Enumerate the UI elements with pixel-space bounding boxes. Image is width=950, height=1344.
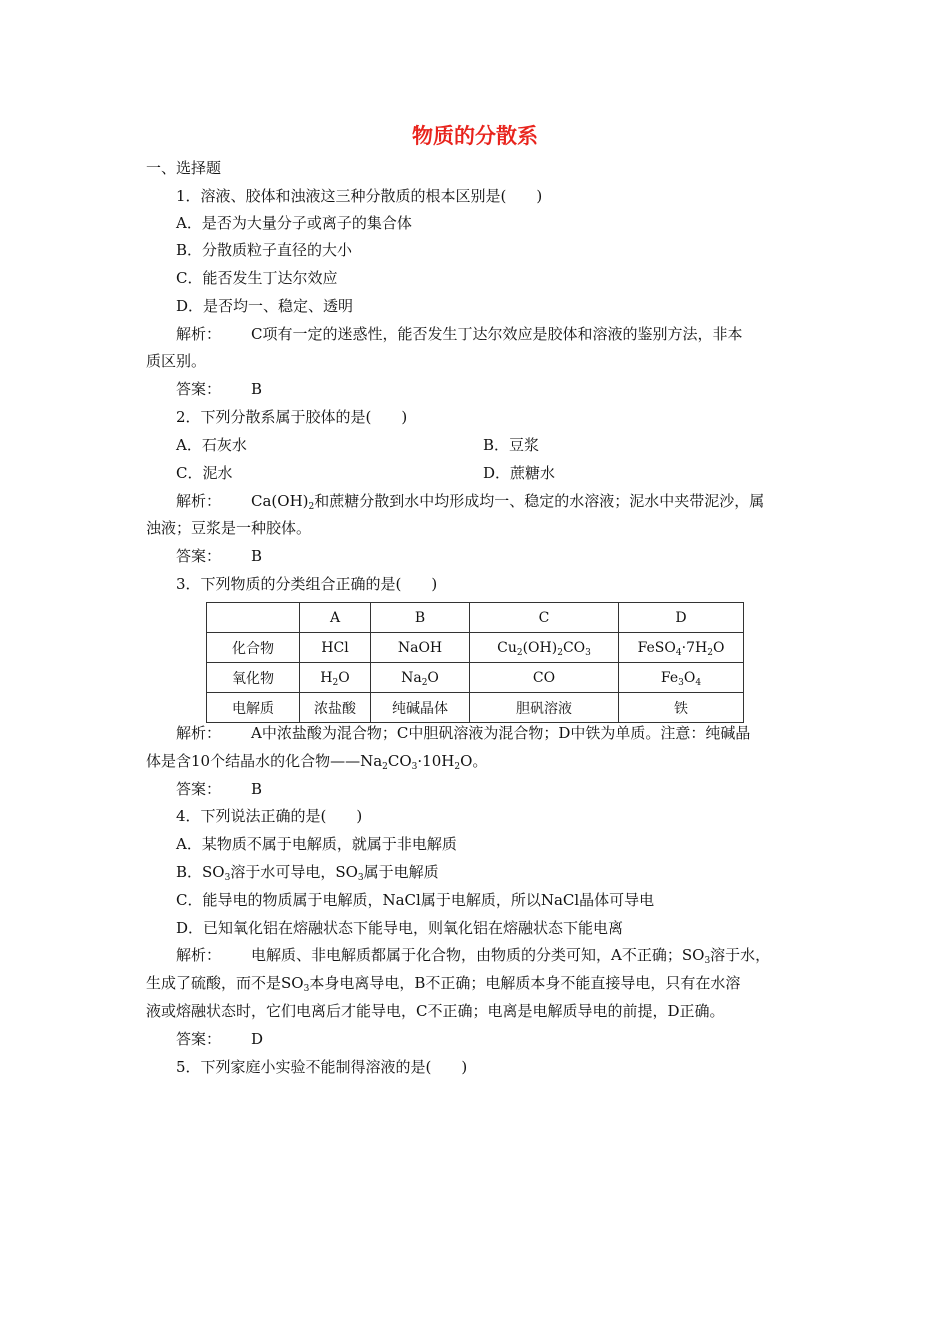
table-cell: $FeSO_4\cdot 7H_2O$ <box>619 633 744 663</box>
table-header-blank <box>207 603 300 633</box>
q1-answer-value: B <box>251 380 263 398</box>
q4-option-c: C．能导电的物质属于电解质，NaCl属于电解质，所以NaCl晶体可导电 <box>176 891 655 909</box>
q2-option-d: D．蔗糖水 <box>483 464 556 482</box>
q1-option-b: B．分散质粒子直径的大小 <box>176 241 353 259</box>
q1-analysis-cont: 质区别。 <box>146 352 207 370</box>
q1-analysis <box>176 324 743 344</box>
table-cell: $Na_2O$ <box>371 663 470 693</box>
table-cell: 浓盐酸 <box>300 693 371 723</box>
table-cell: 铁 <box>619 693 744 723</box>
answer-label: 答案： <box>176 380 222 398</box>
answer-label: 答案： <box>176 1030 222 1048</box>
q2-answer <box>176 546 262 566</box>
q1-analysis-text: C项有一定的迷惑性，能否发生丁达尔效应是胶体和溶液的鉴别方法，非本 <box>251 325 743 343</box>
table-cell: $Fe_3O_4$ <box>619 663 744 693</box>
page-title: 物质的分散系 <box>412 124 538 148</box>
analysis-label: 解析： <box>176 724 222 742</box>
q4-option-a: A．某物质不属于电解质，就属于非电解质 <box>176 835 457 853</box>
table-row <box>207 693 744 723</box>
q2-stem: 2．下列分散系属于胶体的是( ) <box>176 408 408 426</box>
table-cell: NaOH <box>371 633 470 663</box>
q2-option-a: A．石灰水 <box>176 436 247 454</box>
section-heading: 一、选择题 <box>146 159 222 177</box>
q3-stem: 3．下列物质的分类组合正确的是( ) <box>176 575 438 593</box>
q4-option-d: D．已知氧化铝在熔融状态下能导电，则氧化铝在熔融状态下能电离 <box>176 919 624 937</box>
table-cell: 胆矾溶液 <box>470 693 619 723</box>
q1-answer <box>176 379 262 399</box>
q4-answer-value: D <box>251 1030 264 1048</box>
q2-analysis-text: 和蔗糖分散到水中均形成均一、稳定的水溶液；泥水中夹带泥沙，属 <box>314 492 765 510</box>
q1-option-a: A．是否为大量分子或离子的集合体 <box>176 214 412 232</box>
q2-analysis-cont: 浊液；豆浆是一种胶体。 <box>146 519 312 537</box>
table-row <box>207 633 744 663</box>
q1-option-c: C．能否发生丁达尔效应 <box>176 269 338 287</box>
table-cell: HCl <box>300 633 371 663</box>
q2-answer-value: B <box>251 547 263 565</box>
analysis-label: 解析： <box>176 946 222 964</box>
q4-analysis: 解析： 电解质、非电解质都属于化合物，由物质的分类可知，A不正确；$SO_3$溶于水， <box>176 946 771 966</box>
q2-option-b: B．豆浆 <box>483 436 540 454</box>
q4-answer <box>176 1029 263 1049</box>
classification-table <box>206 602 744 723</box>
table-cell: CO <box>470 663 619 693</box>
q3-analysis-text: A中浓盐酸为混合物；C中胆矾溶液为混合物；D中铁为单质。注意：纯碱晶 <box>251 724 751 742</box>
table-header-d: D <box>619 603 744 633</box>
answer-label: 答案： <box>176 547 222 565</box>
analysis-label: 解析： <box>176 325 222 343</box>
q5-stem: 5．下列家庭小实验不能制得溶液的是( ) <box>176 1058 468 1076</box>
q3-answer-value: B <box>251 780 263 798</box>
table-row-label: 氧化物 <box>207 663 300 693</box>
q4-analysis-cont: 生成了硫酸，而不是$SO_3$本身电离导电，B不正确；电解质本身不能直接导电，只有在水溶 <box>146 974 741 994</box>
q2-analysis <box>176 491 764 511</box>
q3-analysis <box>176 723 750 743</box>
table-cell: $H_2O$ <box>300 663 371 693</box>
table-cell: $Cu_2(OH)_2CO_3$ <box>470 633 619 663</box>
subscript: 2 <box>308 502 315 512</box>
table-header-row <box>207 603 744 633</box>
table-cell: 纯碱晶体 <box>371 693 470 723</box>
table-header-c: C <box>470 603 619 633</box>
analysis-label: 解析： <box>176 492 222 510</box>
q1-stem: 1．溶液、胶体和浊液这三种分散质的根本区别是( ) <box>176 187 543 205</box>
answer-label: 答案： <box>176 780 222 798</box>
q4-option-b: B．$SO_3$溶于水可导电，$SO_3$属于电解质 <box>176 863 439 883</box>
q3-analysis-cont: 体是含10个结晶水的化合物$——Na_2CO_3\cdot 10H_2O$。 <box>146 752 488 772</box>
table-header-b: B <box>371 603 470 633</box>
q2-option-c: C．泥水 <box>176 464 233 482</box>
table-row-label: 电解质 <box>207 693 300 723</box>
q4-stem: 4．下列说法正确的是( ) <box>176 807 363 825</box>
q3-answer <box>176 779 262 799</box>
q2-analysis-formula: Ca(OH) <box>251 492 309 510</box>
q1-option-d: D．是否均一、稳定、透明 <box>176 297 354 315</box>
q4-analysis-cont2: 液或熔融状态时，它们电离后才能导电，C不正确；电离是电解质导电的前提，D正确。 <box>146 1002 725 1020</box>
table-header-a: A <box>300 603 371 633</box>
table-row-label: 化合物 <box>207 633 300 663</box>
table-row <box>207 663 744 693</box>
